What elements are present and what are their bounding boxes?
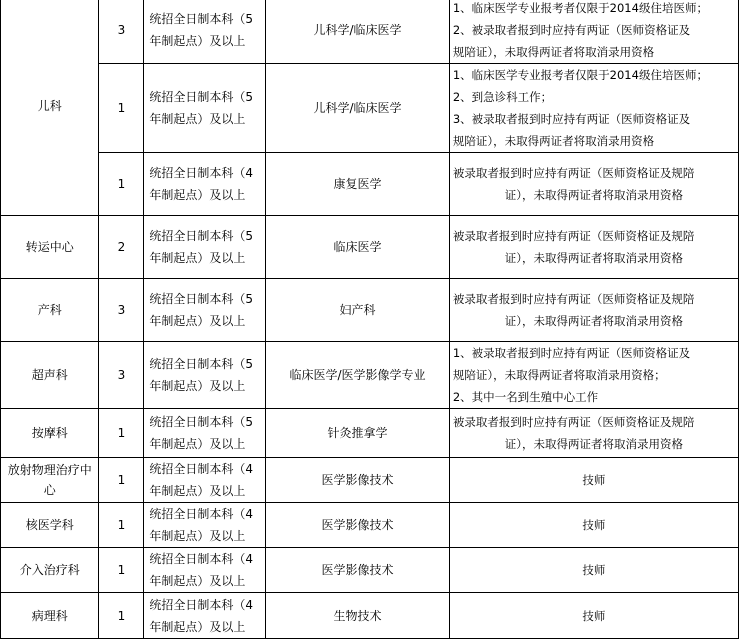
count-cell: 1 bbox=[99, 458, 144, 503]
table-row bbox=[1, 153, 739, 216]
requirement-cell: 技师 bbox=[449, 458, 738, 503]
count-cell: 1 bbox=[99, 409, 144, 458]
major-cell: 妇产科 bbox=[266, 279, 450, 342]
table-row bbox=[1, 409, 739, 458]
requirement-cell: 1、被录取者报到时应持有两证（医师资格证及 规陪证），未取得两证者将取消录用资格； 2、其中一名到生殖中心工作 bbox=[449, 342, 738, 409]
dept-cell: 按摩科 bbox=[1, 409, 99, 458]
count-cell: 1 bbox=[99, 503, 144, 548]
count-cell: 3 bbox=[99, 0, 144, 64]
education-cell: 统招全日制本科（4 年制起点）及以上 bbox=[144, 153, 266, 216]
major-cell: 临床医学/医学影像学专业 bbox=[266, 342, 450, 409]
table-row bbox=[1, 593, 739, 639]
dept-cell: 转运中心 bbox=[1, 216, 99, 279]
count-cell: 1 bbox=[99, 593, 144, 639]
requirement-cell: 被录取者报到时应持有两证（医师资格证及规陪 证），未取得两证者将取消录用资格 bbox=[449, 279, 738, 342]
major-cell: 康复医学 bbox=[266, 153, 450, 216]
dept-cell: 儿科 bbox=[1, 0, 99, 216]
count-cell: 3 bbox=[99, 342, 144, 409]
education-cell: 统招全日制本科（5 年制起点）及以上 bbox=[144, 64, 266, 153]
dept-cell: 放射物理治疗中心 bbox=[1, 458, 99, 503]
requirement-cell: 1、临床医学专业报考者仅限于2014级住培医师； 2、被录取者报到时应持有两证（医师资格证及 规陪证），未取得两证者将取消录用资格 bbox=[449, 0, 738, 64]
dept-cell: 介入治疗科 bbox=[1, 548, 99, 593]
dept-cell: 病理科 bbox=[1, 593, 99, 639]
education-cell: 统招全日制本科（4 年制起点）及以上 bbox=[144, 548, 266, 593]
major-cell: 医学影像技术 bbox=[266, 548, 450, 593]
dept-cell: 超声科 bbox=[1, 342, 99, 409]
count-cell: 2 bbox=[99, 216, 144, 279]
education-cell: 统招全日制本科（4 年制起点）及以上 bbox=[144, 458, 266, 503]
education-cell: 统招全日制本科（5 年制起点）及以上 bbox=[144, 279, 266, 342]
table-row bbox=[1, 279, 739, 342]
requirement-cell: 被录取者报到时应持有两证（医师资格证及规陪 证），未取得两证者将取消录用资格 bbox=[449, 216, 738, 279]
education-cell: 统招全日制本科（5 年制起点）及以上 bbox=[144, 0, 266, 64]
count-cell: 1 bbox=[99, 548, 144, 593]
education-cell: 统招全日制本科（4 年制起点）及以上 bbox=[144, 593, 266, 639]
major-cell: 儿科学/临床医学 bbox=[266, 64, 450, 153]
table-row bbox=[1, 64, 739, 153]
requirement-cell: 被录取者报到时应持有两证（医师资格证及规陪 证），未取得两证者将取消录用资格 bbox=[449, 153, 738, 216]
major-cell: 临床医学 bbox=[266, 216, 450, 279]
major-cell: 生物技术 bbox=[266, 593, 450, 639]
table-row bbox=[1, 458, 739, 503]
dept-cell: 核医学科 bbox=[1, 503, 99, 548]
major-cell: 针灸推拿学 bbox=[266, 409, 450, 458]
education-cell: 统招全日制本科（5 年制起点）及以上 bbox=[144, 216, 266, 279]
major-cell: 医学影像技术 bbox=[266, 458, 450, 503]
table-row bbox=[1, 342, 739, 409]
requirement-cell: 技师 bbox=[449, 548, 738, 593]
table-row bbox=[1, 216, 739, 279]
requirement-cell: 1、临床医学专业报考者仅限于2014级住培医师； 2、到急诊科工作； 3、被录取者报到时应持有两证（医师资格证及 规陪证），未取得两证者将取消录用资格 bbox=[449, 64, 738, 153]
education-cell: 统招全日制本科（4 年制起点）及以上 bbox=[144, 503, 266, 548]
table-row bbox=[1, 503, 739, 548]
education-cell: 统招全日制本科（5 年制起点）及以上 bbox=[144, 409, 266, 458]
count-cell: 1 bbox=[99, 64, 144, 153]
count-cell: 1 bbox=[99, 153, 144, 216]
major-cell: 医学影像技术 bbox=[266, 503, 450, 548]
requirement-cell: 技师 bbox=[449, 503, 738, 548]
dept-cell: 产科 bbox=[1, 279, 99, 342]
count-cell: 3 bbox=[99, 279, 144, 342]
major-cell: 儿科学/临床医学 bbox=[266, 0, 450, 64]
table-row bbox=[1, 0, 739, 64]
education-cell: 统招全日制本科（5 年制起点）及以上 bbox=[144, 342, 266, 409]
table-row bbox=[1, 548, 739, 593]
requirement-cell: 被录取者报到时应持有两证（医师资格证及规陪 证），未取得两证者将取消录用资格 bbox=[449, 409, 738, 458]
requirement-cell: 技师 bbox=[449, 593, 738, 639]
